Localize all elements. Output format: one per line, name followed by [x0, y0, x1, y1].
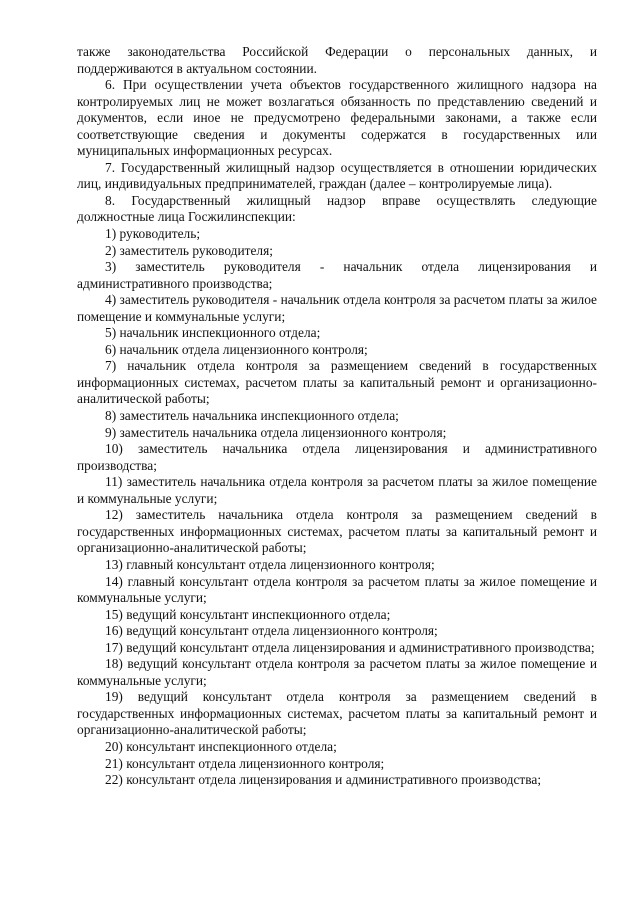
list-item-1: 1) руководитель;	[105, 226, 201, 242]
list-item-9: 9) заместитель начальника отдела лицензионного контроля;	[105, 424, 447, 440]
list-item-19: 19) ведущий консультант отдела контроля за размещением сведений в государственных информационных системах, расчетом платы за капитальный ремонт и организационно-аналитической работы;	[77, 689, 597, 738]
paragraph-8: 8. Государственный жилищный надзор вправе осуществлять следующие должностные лица Госжилинспекции:	[77, 192, 597, 225]
paragraph-continuation: также законодательства Российской Федерации о персональных данных, и поддерживаются в актуальном состоянии.	[77, 44, 597, 76]
paragraph-7: 7. Государственный жилищный надзор осуществляется в отношении юридических лиц, индивидуальных предпринимателей, граждан (далее – контролируемые лица).	[77, 159, 597, 192]
list-item-21: 21) консультант отдела лицензионного контроля;	[105, 755, 385, 771]
list-item-14: 14) главный консультант отдела контроля за расчетом платы за жилое помещение и коммунальные услуги;	[77, 573, 597, 606]
list-item-4: 4) заместитель руководителя - начальник отдела контроля за расчетом платы за жилое помещение и коммунальные услуги;	[77, 292, 597, 324]
list-item-11: 11) заместитель начальника отдела контроля за расчетом платы за жилое помещение и коммунальные услуги;	[77, 474, 597, 506]
list-item-22: 22) консультант отдела лицензирования и административного производства;	[105, 772, 542, 788]
list-item-15: 15) ведущий консультант инспекционного отдела;	[105, 606, 391, 622]
list-item-2: 2) заместитель руководителя;	[105, 242, 273, 258]
list-item-17: 17) ведущий консультант отдела лицензирования и административного производства;	[105, 639, 595, 655]
list-item-10: 10) заместитель начальника отдела лицензирования и административного производства;	[77, 441, 597, 473]
list-item-18: 18) ведущий консультант отдела контроля за расчетом платы за жилое помещение и коммунальные услуги;	[77, 656, 597, 688]
list-item-13: 13) главный консультант отдела лицензионного контроля;	[105, 556, 435, 572]
list-item-5: 5) начальник инспекционного отдела;	[105, 325, 321, 341]
list-item-8: 8) заместитель начальника инспекционного отдела;	[105, 408, 399, 424]
list-item-12: 12) заместитель начальника отдела контроля за размещением сведений в государственных информационных системах, расчетом платы за капитальный ремонт и организационно-аналитической работы;	[77, 507, 597, 556]
list-item-7: 7) начальник отдела контроля за размещением сведений в государственных информационных системах, расчетом платы за капитальный ремонт и организационно-аналитической работы;	[77, 358, 597, 407]
list-item-20: 20) консультант инспекционного отдела;	[105, 738, 337, 754]
paragraph-6: 6. При осуществлении учета объектов государственного жилищного надзора на контролируемых лиц не может возлагаться обязанность по представлению сведений и документов, если иное не предусмотрено федеральными законами, а также если соответствующие сведения и документы содержатся в государственных или муниципальных информационных ресурсах.	[77, 77, 597, 159]
list-item-16: 16) ведущий консультант отдела лицензионного контроля;	[105, 623, 438, 639]
list-item-3: 3) заместитель руководителя - начальник отдела лицензирования и административного производства;	[77, 259, 597, 291]
list-item-6: 6) начальник отдела лицензионного контроля;	[105, 341, 368, 357]
